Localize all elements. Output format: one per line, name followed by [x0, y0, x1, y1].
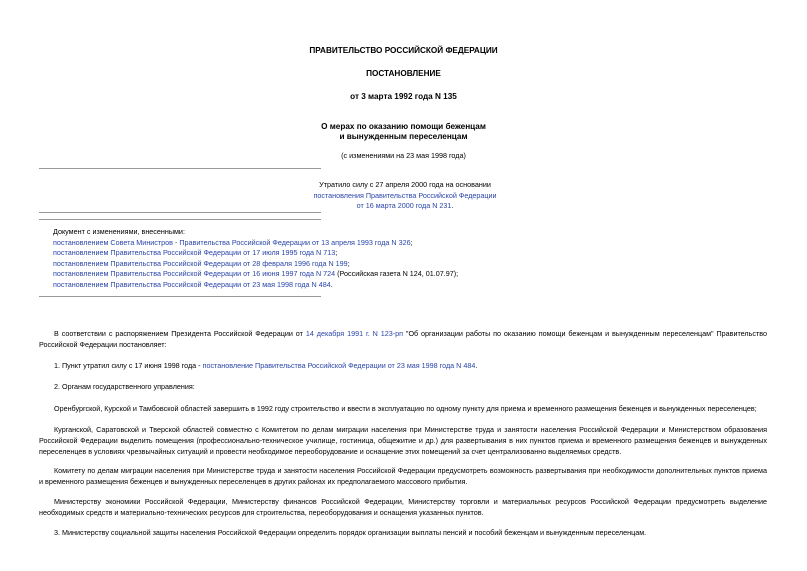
- paragraph-2-kurgan: Курганской, Саратовской и Тверской областей совместно с Комитетом по делам миграции населения при Министерстве труда и занятости населения Российской Федерации и Министерством образования Российской Федерации выделить помещения (профессионально-техническое училище, гостиница, общежитие и др.) для развертывания в них пунктов приема и временного размещения беженцев и вынужденных переселенцев в условиях чрезвычайных ситуаций и провести необходимое переоборудование и оснащение этих помещений за счет централизованно выделяемых средств.: [39, 425, 767, 456]
- expired-end: .: [451, 201, 454, 210]
- amendment-suffix: ;: [347, 258, 350, 268]
- list-item: [53, 280, 573, 291]
- paragraph-1: [39, 360, 767, 371]
- amendment-link[interactable]: постановлением Правительства Российской Федерации от 17 июля 1995 года N 713: [53, 248, 336, 257]
- document-title-line-2: и вынужденным переселенцам: [339, 132, 468, 141]
- paragraph-2: 2. Органам государственного управления:: [54, 382, 195, 391]
- expired-link-line-1[interactable]: постановления Правительства Российской Федерации: [313, 190, 497, 200]
- amendment-link[interactable]: постановлением Правительства Российской Федерации от 16 июня 1997 года N 724: [53, 269, 336, 278]
- paragraph-2-ministries: Министерству экономики Российской Федерации, Министерству финансов Российской Федерации, Министерству торговли и материальных ресурсов Российской Федерации предусмотреть выделение необходимых средств и материально-технических ресурсов для строительства, переоборудования и оснащения указанных пунктов.: [39, 497, 767, 517]
- expired-notice: [290, 180, 520, 212]
- amendment-suffix: ;: [410, 237, 413, 247]
- amendment-link[interactable]: постановлением Правительства Российской Федерации от 23 мая 1998 года N 484: [53, 279, 331, 289]
- changes-heading: Документ с изменениями, внесенными:: [53, 227, 185, 236]
- divider: [39, 168, 321, 169]
- document-title-line-1: О мерах по оказанию помощи беженцам: [321, 122, 486, 131]
- paragraph-2-orenburg: Оренбургской, Курской и Тамбовской областей завершить в 1992 году строительство и ввести в эксплуатацию по одному пункту для приема и временного размещения беженцев и вынужденных переселенцев;: [54, 404, 757, 413]
- amendment-note: (с изменениями на 23 мая 1998 года): [341, 151, 466, 160]
- paragraph-text: .: [475, 361, 478, 370]
- expired-link-line-2[interactable]: от 16 марта 2000 года N 231: [356, 201, 452, 210]
- paragraph-preamble: [39, 328, 767, 350]
- repeal-link[interactable]: постановление Правительства Российской Федерации от 23 мая 1998 года N 484: [202, 361, 476, 370]
- document-type: ПОСТАНОВЛЕНИЕ: [366, 69, 441, 78]
- amendment-link[interactable]: постановлением Правительства Российской Федерации от 28 февраля 1996 года N 199: [53, 258, 348, 268]
- paragraph-2-committee: Комитету по делам миграции населения при Министерстве труда и занятости населения Российской Федерации предусмотреть возможность развертывания при необходимости дополнительных пунктов приема и временного размещения беженцев и вынужденных переселенцев в других районах их предполагаемого массового прибытия.: [39, 466, 767, 486]
- divider: [39, 219, 321, 220]
- amendment-suffix: (Российская газета N 124, 01.07.97);: [335, 269, 459, 278]
- paragraph-text: "Об организации работы по оказанию помощи беженцам и вынужденным переселенцам" Правительство Российской Федерации постановляет:: [39, 329, 767, 349]
- amendment-suffix: ;: [335, 248, 338, 257]
- list-item: [53, 248, 573, 259]
- document-date: от 3 марта 1992 года N 135: [350, 92, 457, 101]
- expired-text: Утратило силу с 27 апреля 2000 года на основании: [319, 180, 491, 189]
- amendment-link[interactable]: постановлением Совета Министров - Правительства Российской Федерации от 13 апреля 1993 года N 326: [53, 237, 411, 247]
- amendment-suffix: .: [330, 279, 333, 289]
- paragraph-3: 3. Министерству социальной защиты населения Российской Федерации определить порядок организации выплаты пенсий и пособий беженцам и вынужденным переселенцам.: [54, 528, 647, 537]
- divider: [39, 296, 321, 297]
- list-item: [53, 259, 573, 270]
- paragraph-text: В соответствии с распоряжением Президента Российской Федерации от: [54, 329, 306, 338]
- paragraph-text: 1. Пункт утратил силу с 17 июня 1998 года -: [54, 361, 203, 370]
- list-item: [53, 238, 573, 249]
- government-name: ПРАВИТЕЛЬСТВО РОССИЙСКОЙ ФЕДЕРАЦИИ: [309, 46, 498, 55]
- decree-link[interactable]: 14 декабря 1991 г. N 123-рп: [305, 329, 403, 338]
- divider: [39, 212, 321, 213]
- changes-list: [53, 227, 573, 290]
- list-item: [53, 269, 573, 280]
